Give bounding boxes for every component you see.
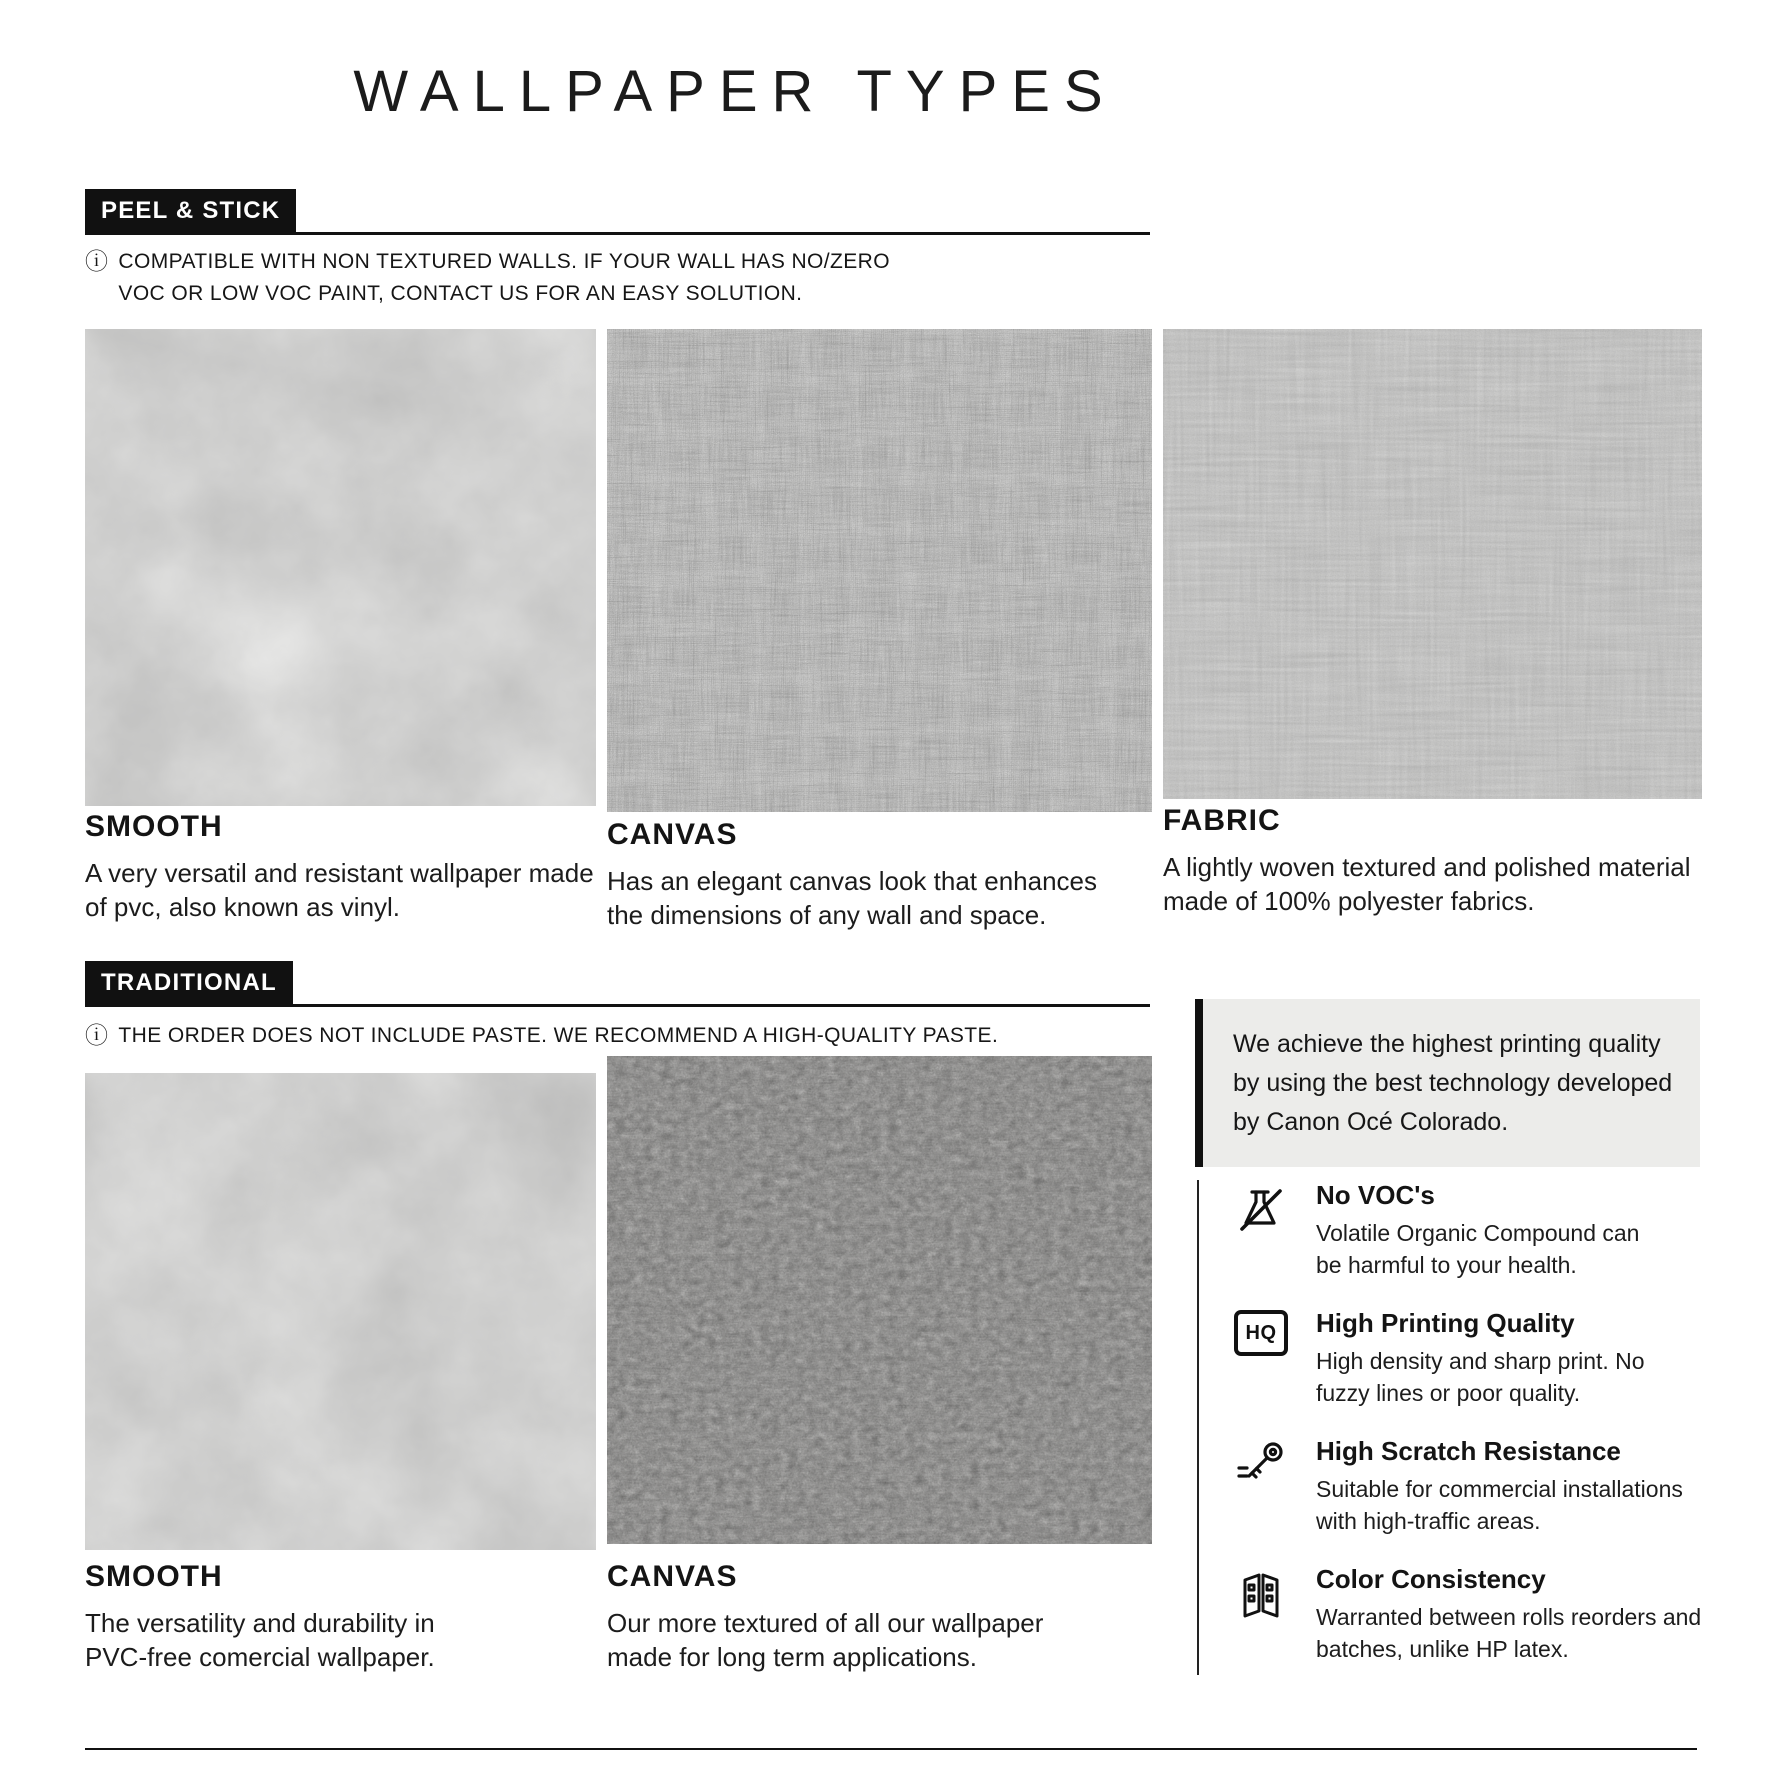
hq-badge-label: HQ bbox=[1234, 1310, 1288, 1356]
hq-icon bbox=[1232, 1308, 1290, 1356]
swatch-traditional-canvas bbox=[607, 1056, 1152, 1544]
no-voc-icon bbox=[1232, 1180, 1290, 1238]
peel-stick-label: PEEL & STICK bbox=[85, 189, 296, 232]
item-description: The versatility and durability in PVC-free comercial wallpaper. bbox=[85, 1608, 435, 1673]
scratch-resistance-icon bbox=[1232, 1436, 1290, 1494]
bottom-divider-line bbox=[85, 1748, 1697, 1750]
traditional-section-rule bbox=[85, 958, 1150, 1007]
item-title: CANVAS bbox=[607, 818, 738, 851]
feature-description: High density and sharp print. No fuzzy lines or poor quality. bbox=[1316, 1348, 1645, 1406]
features-divider-line bbox=[1197, 1180, 1199, 1675]
peel-canvas-caption bbox=[607, 818, 1137, 933]
info-icon: ⓘ bbox=[85, 1022, 109, 1048]
printing-quality-callout bbox=[1195, 999, 1700, 1167]
note-line: VOC OR LOW VOC PAINT, CONTACT US FOR AN EASY SOLUTION. bbox=[118, 281, 803, 305]
item-description: A very versatil and resistant wallpaper made of pvc, also known as vinyl. bbox=[85, 858, 594, 923]
feature-title: High Scratch Resistance bbox=[1316, 1436, 1621, 1466]
callout-text: We achieve the highest printing quality by using the best technology developed by Canon Océ Colorado. bbox=[1233, 1030, 1673, 1136]
swatch-peel-canvas bbox=[607, 329, 1152, 812]
peel-stick-note-text bbox=[118, 246, 890, 309]
feature-text bbox=[1316, 1436, 1712, 1537]
feature-high-printing-quality bbox=[1232, 1308, 1712, 1409]
swatch-peel-smooth bbox=[85, 329, 596, 806]
page-title: WALLPAPER TYPES bbox=[353, 59, 1117, 124]
item-description: Our more textured of all our wallpaper made for long term applications. bbox=[607, 1608, 1044, 1673]
feature-text bbox=[1316, 1564, 1712, 1665]
feature-text bbox=[1316, 1308, 1656, 1409]
feature-high-scratch-resistance bbox=[1232, 1436, 1712, 1537]
traditional-smooth-caption bbox=[85, 1560, 545, 1675]
item-description: Has an elegant canvas look that enhances the dimensions of any wall and space. bbox=[607, 866, 1098, 931]
item-title: FABRIC bbox=[1163, 804, 1281, 837]
item-title: SMOOTH bbox=[85, 810, 223, 843]
peel-fabric-caption bbox=[1163, 804, 1702, 919]
feature-title: No VOC's bbox=[1316, 1180, 1435, 1210]
peel-smooth-caption bbox=[85, 810, 596, 925]
item-title: CANVAS bbox=[607, 1560, 738, 1593]
swatch-traditional-smooth bbox=[85, 1073, 596, 1550]
feature-description: Warranted between rolls reorders and batches, unlike HP latex. bbox=[1316, 1604, 1702, 1662]
peel-stick-note bbox=[85, 246, 890, 309]
traditional-note-text: THE ORDER DOES NOT INCLUDE PASTE. WE RECOMMEND A HIGH-QUALITY PASTE. bbox=[118, 1024, 999, 1047]
feature-color-consistency bbox=[1232, 1564, 1712, 1665]
feature-description: Suitable for commercial installations with high-traffic areas. bbox=[1316, 1476, 1683, 1534]
feature-description: Volatile Organic Compound can be harmful to your health. bbox=[1316, 1220, 1640, 1278]
traditional-note bbox=[85, 1020, 998, 1052]
swatch-peel-fabric bbox=[1163, 329, 1702, 799]
traditional-canvas-caption bbox=[607, 1560, 1127, 1675]
feature-no-voc bbox=[1232, 1180, 1712, 1281]
traditional-label: TRADITIONAL bbox=[85, 961, 293, 1004]
color-consistency-icon bbox=[1232, 1564, 1290, 1622]
feature-title: High Printing Quality bbox=[1316, 1308, 1575, 1338]
item-description: A lightly woven textured and polished material made of 100% polyester fabrics. bbox=[1163, 852, 1691, 917]
item-title: SMOOTH bbox=[85, 1560, 223, 1593]
feature-text bbox=[1316, 1180, 1646, 1281]
info-icon: ⓘ bbox=[85, 248, 109, 274]
peel-stick-section-rule bbox=[85, 186, 1150, 235]
note-line: COMPATIBLE WITH NON TEXTURED WALLS. IF YOUR WALL HAS NO/ZERO bbox=[118, 250, 890, 273]
feature-title: Color Consistency bbox=[1316, 1564, 1546, 1594]
